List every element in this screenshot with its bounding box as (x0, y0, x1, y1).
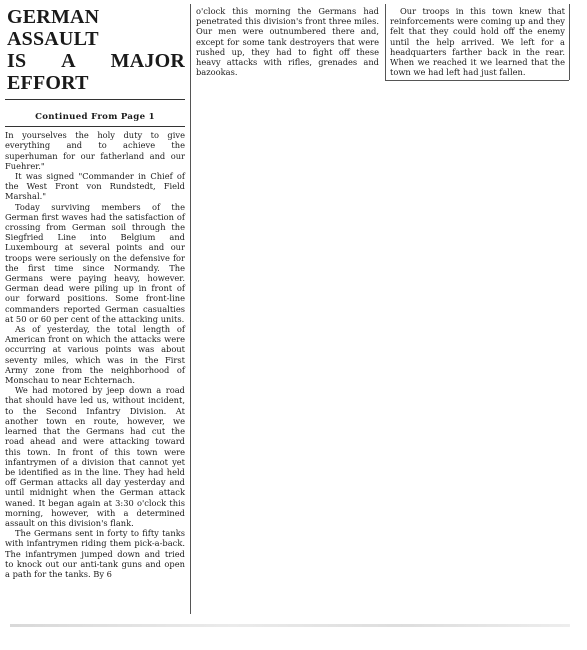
article-column-2 (196, 6, 379, 77)
headline-line-1: GERMAN ASSAULT (7, 6, 100, 50)
article-column-3 (390, 6, 565, 77)
scan-artifact (10, 624, 570, 627)
column-divider (190, 4, 191, 614)
paragraph: The Germans sent in forty to fifty tanks with infantrymen riding them pick-a-back. The infantrymen jumped down and tried to knock out our anti-tank guns and open a path for the tanks. By 6 (5, 528, 185, 579)
headline (7, 6, 185, 94)
column-divider (385, 4, 386, 80)
continued-rule (5, 126, 185, 127)
column-bottom-rule (385, 80, 569, 81)
paragraph: It was signed "Commander in Chief of the West Front von Rundstedt, Field Marshal." (5, 171, 185, 202)
continued-label: Continued From Page 1 (35, 112, 155, 122)
paragraph: We had motored by jeep down a road that should have led us, without incident, to the Second Infantry Division. At another town en route, however, we learned that the Germans had cut the road ahead and were attacking toward this town. In front of this town were infantrymen of a division that cannot yet be identified as in the line. They had held off German attacks all day yesterday and until midnight when the German attack waned. It began again at 3:30 o'clock this morning, however, with a determined assault on this division's flank. (5, 385, 185, 528)
headline-rule (5, 99, 185, 100)
paragraph: As of yesterday, the total length of American front on which the attacks were occurring at various points was about seventy miles, which was in the First Army zone from the neighborhood of Monschau to near Echternach. (5, 324, 185, 386)
paragraph: o'clock this morning the Germans had penetrated this division's front three miles. Our men were outnumbered there and, except for some tank destroyers that were rushed up, they had to fight off these heavy attacks with rifles, grenades and bazookas. (196, 6, 379, 78)
paragraph: Today surviving members of the German first waves had the satisfaction of crossing from German soil through the Siegfried Line into Belgium and Luxembourg at several points and our troops were seriously on the defensive for the first time since Normandy. The Germans were paying heavy, however. German dead were piling up in front of our forward positions. Some front-line commanders reported German casualties at 50 or 60 per cent of the attacking units. (5, 201, 185, 324)
paragraph: Our troops in this town knew that reinforcements were coming up and they felt that they could hold off the enemy until the help arrived. We left for a headquarters farther back in the rear. When we reached it we learned that the town we had left had just fallen. (390, 6, 565, 78)
article-column-1 (5, 6, 185, 579)
paragraph: In yourselves the holy duty to give everything and to achieve the superhuman for our fatherland and our Fuehrer." (5, 130, 185, 171)
headline-line-2: IS A MAJOR EFFORT (7, 50, 185, 94)
column-divider (569, 4, 570, 80)
